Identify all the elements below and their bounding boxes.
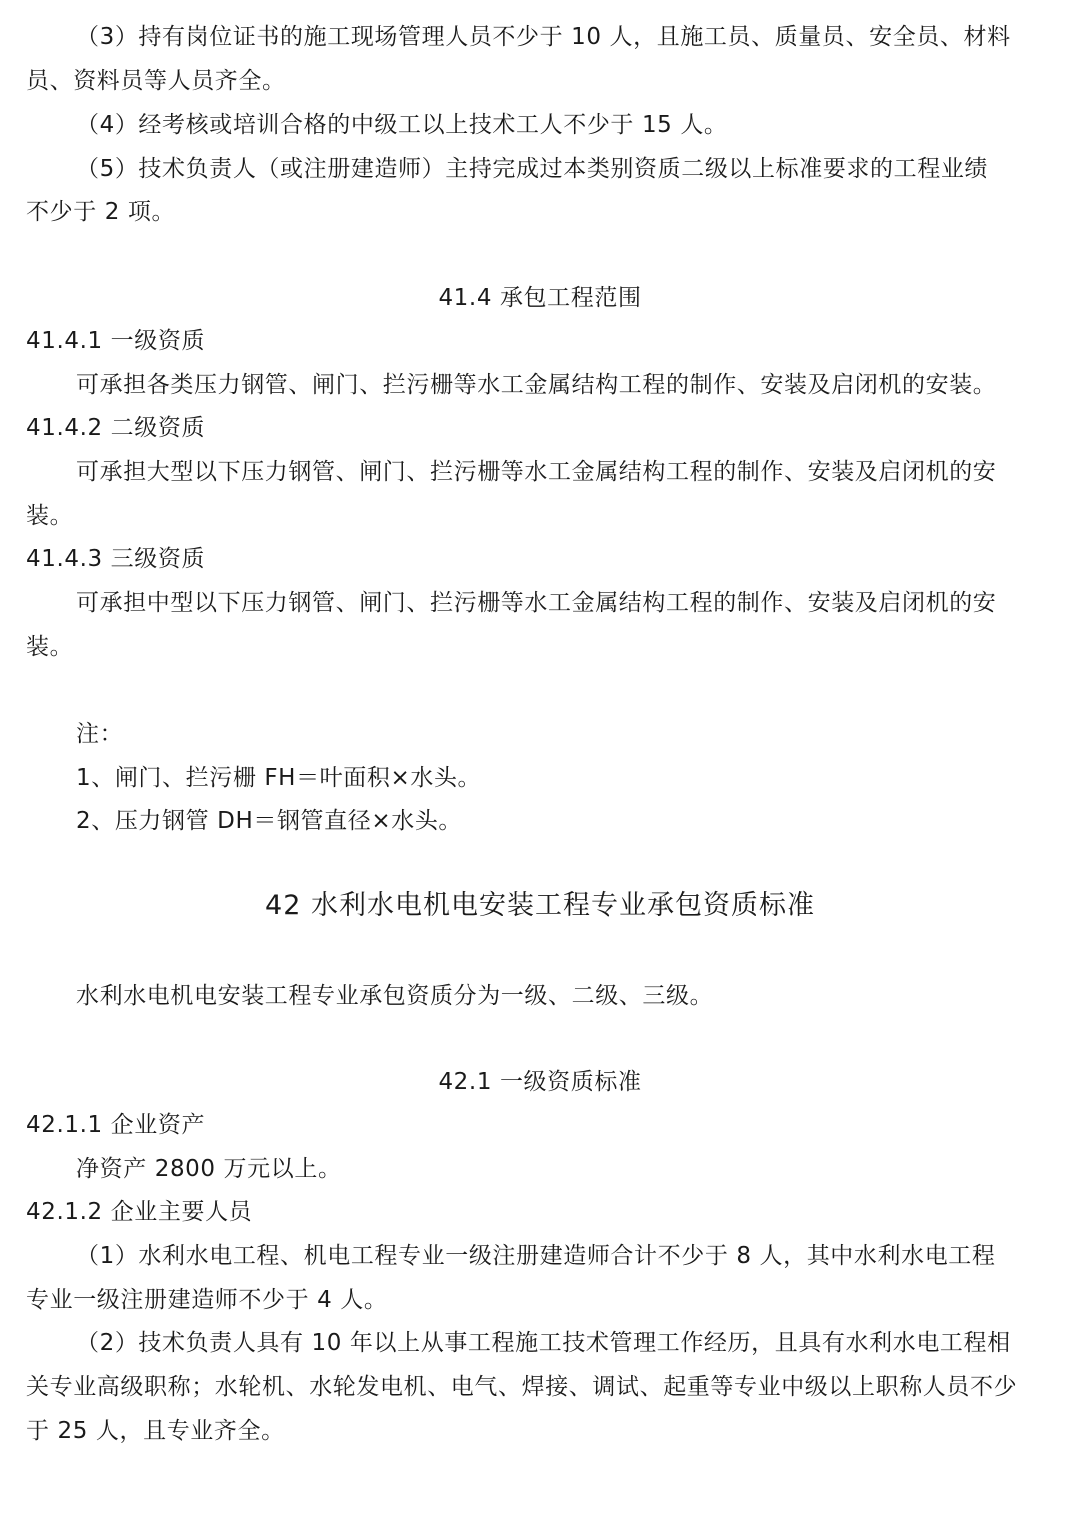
subheading-42-1-1: 42.1.1 企业资产 xyxy=(26,1112,206,1138)
section-title-42: 42 水利水电机电安装工程专业承包资质标准 xyxy=(265,890,815,921)
requirement-item-3: （3）持有岗位证书的施工现场管理人员不少于 10 人，且施工员、质量员、安全员、材料 xyxy=(76,24,1011,50)
staff-item-2-cont: 关专业高级职称；水轮机、水轮发电机、电气、焊接、调试、起重等专业中级以上职称人员不少 xyxy=(26,1374,1018,1400)
requirement-item-3-cont: 员、资料员等人员齐全。 xyxy=(26,68,286,94)
note-2: 2、压力钢管 DH＝钢管直径×水头。 xyxy=(76,808,463,834)
paragraph-41-4-3-cont: 装。 xyxy=(26,634,74,660)
section-heading-42-1: 42.1 一级资质标准 xyxy=(438,1069,642,1095)
subheading-41-4-2: 41.4.2 二级资质 xyxy=(26,415,206,441)
requirement-item-4: （4）经考核或培训合格的中级工以上技术工人不少于 15 人。 xyxy=(76,112,728,138)
subheading-42-1-2: 42.1.2 企业主要人员 xyxy=(26,1199,253,1225)
staff-item-2: （2）技术负责人具有 10 年以上从事工程施工技术管理工作经历，且具有水利水电工程相 xyxy=(76,1330,1011,1356)
subheading-41-4-3: 41.4.3 三级资质 xyxy=(26,546,206,572)
subheading-41-4-1: 41.4.1 一级资质 xyxy=(26,328,206,354)
paragraph-41-4-3: 可承担中型以下压力钢管、闸门、拦污栅等水工金属结构工程的制作、安装及启闭机的安 xyxy=(76,590,997,616)
staff-item-1: （1）水利水电工程、机电工程专业一级注册建造师合计不少于 8 人，其中水利水电工程 xyxy=(76,1243,996,1269)
paragraph-41-4-2-cont: 装。 xyxy=(26,503,74,529)
paragraph-41-4-2: 可承担大型以下压力钢管、闸门、拦污栅等水工金属结构工程的制作、安装及启闭机的安 xyxy=(76,459,997,485)
staff-item-2-cont-2: 于 25 人，且专业齐全。 xyxy=(26,1418,285,1444)
note-1: 1、闸门、拦污栅 FH＝叶面积×水头。 xyxy=(76,765,482,791)
paragraph-42-1-1: 净资产 2800 万元以上。 xyxy=(76,1156,342,1182)
staff-item-1-cont: 专业一级注册建造师不少于 4 人。 xyxy=(26,1287,388,1313)
notes-label: 注： xyxy=(76,721,124,747)
requirement-item-5: （5）技术负责人（或注册建造师）主持完成过本类别资质二级以上标准要求的工程业绩 xyxy=(76,156,989,182)
requirement-item-5-cont: 不少于 2 项。 xyxy=(26,199,176,225)
section-42-intro: 水利水电机电安装工程专业承包资质分为一级、二级、三级。 xyxy=(76,983,714,1009)
paragraph-41-4-1: 可承担各类压力钢管、闸门、拦污栅等水工金属结构工程的制作、安装及启闭机的安装。 xyxy=(76,372,997,398)
section-heading-41-4: 41.4 承包工程范围 xyxy=(438,285,642,311)
